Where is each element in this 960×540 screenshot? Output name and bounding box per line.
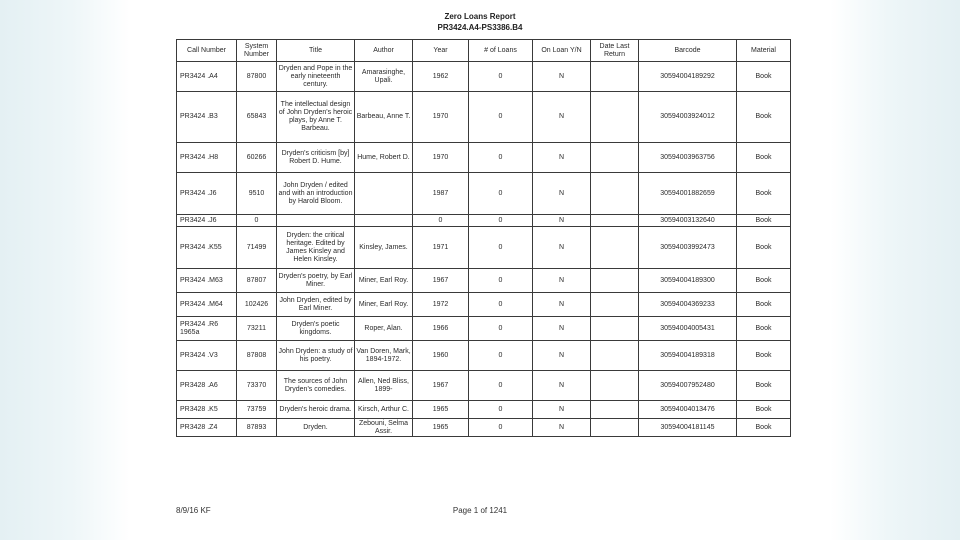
cell-on-loan: N <box>533 371 591 401</box>
cell-material: Book <box>737 227 791 269</box>
cell-date-last-return <box>591 92 639 143</box>
header-material: Material <box>737 40 791 62</box>
cell-date-last-return <box>591 173 639 215</box>
cell-system-number: 65843 <box>237 92 277 143</box>
cell-call-number: PR3424 .J6 <box>177 173 237 215</box>
cell-title: Dryden's poetry, by Earl Miner. <box>277 269 355 293</box>
cell-material: Book <box>737 92 791 143</box>
cell-loans: 0 <box>469 173 533 215</box>
cell-call-number: PR3428 .A6 <box>177 371 237 401</box>
table-row <box>177 293 791 317</box>
cell-call-number: PR3428 .K5 <box>177 401 237 419</box>
cell-title: Dryden's poetic kingdoms. <box>277 317 355 341</box>
cell-year: 0 <box>413 215 469 227</box>
cell-year: 1965 <box>413 401 469 419</box>
cell-on-loan: N <box>533 419 591 437</box>
table-row <box>177 215 791 227</box>
cell-date-last-return <box>591 293 639 317</box>
cell-on-loan: N <box>533 62 591 92</box>
cell-year: 1970 <box>413 92 469 143</box>
cell-loans: 0 <box>469 419 533 437</box>
header-barcode: Barcode <box>639 40 737 62</box>
cell-author: Barbeau, Anne T. <box>355 92 413 143</box>
table-row <box>177 173 791 215</box>
cell-title: Dryden: the critical heritage. Edited by James Kinsley and Helen Kinsley. <box>277 227 355 269</box>
cell-year: 1970 <box>413 143 469 173</box>
cell-system-number: 87893 <box>237 419 277 437</box>
cell-author: Kinsley, James. <box>355 227 413 269</box>
cell-material: Book <box>737 173 791 215</box>
cell-title: Dryden and Pope in the early nineteenth century. <box>277 62 355 92</box>
cell-title: Dryden. <box>277 419 355 437</box>
table-header-row <box>177 40 791 62</box>
cell-material: Book <box>737 401 791 419</box>
table-row <box>177 341 791 371</box>
cell-author <box>355 173 413 215</box>
cell-on-loan: N <box>533 341 591 371</box>
cell-barcode: 30594007952480 <box>639 371 737 401</box>
cell-barcode: 30594004189318 <box>639 341 737 371</box>
cell-barcode: 30594004005431 <box>639 317 737 341</box>
header-loans: # of Loans <box>469 40 533 62</box>
cell-author: Kirsch, Arthur C. <box>355 401 413 419</box>
cell-barcode: 30594004369233 <box>639 293 737 317</box>
cell-title: Dryden's heroic drama. <box>277 401 355 419</box>
cell-barcode: 30594003992473 <box>639 227 737 269</box>
cell-material: Book <box>737 143 791 173</box>
cell-author: Zebouni, Selma Assir. <box>355 419 413 437</box>
cell-year: 1971 <box>413 227 469 269</box>
cell-date-last-return <box>591 371 639 401</box>
report-subtitle: PR3424.A4-PS3386.B4 <box>437 23 523 32</box>
cell-barcode: 30594001882659 <box>639 173 737 215</box>
cell-date-last-return <box>591 143 639 173</box>
cell-on-loan: N <box>533 173 591 215</box>
cell-on-loan: N <box>533 317 591 341</box>
cell-author: Van Doren, Mark, 1894-1972. <box>355 341 413 371</box>
cell-loans: 0 <box>469 92 533 143</box>
cell-year: 1967 <box>413 269 469 293</box>
cell-material: Book <box>737 215 791 227</box>
table-row <box>177 401 791 419</box>
cell-date-last-return <box>591 341 639 371</box>
cell-year: 1987 <box>413 173 469 215</box>
cell-date-last-return <box>591 215 639 227</box>
cell-author: Hume, Robert D. <box>355 143 413 173</box>
cell-call-number: PR3424 .R6 1965a <box>177 317 237 341</box>
cell-material: Book <box>737 341 791 371</box>
table-row <box>177 269 791 293</box>
cell-call-number: PR3424 .J6 <box>177 215 237 227</box>
cell-loans: 0 <box>469 62 533 92</box>
cell-on-loan: N <box>533 227 591 269</box>
table-row <box>177 419 791 437</box>
cell-call-number: PR3428 .Z4 <box>177 419 237 437</box>
cell-material: Book <box>737 269 791 293</box>
cell-date-last-return <box>591 62 639 92</box>
cell-barcode: 30594003924012 <box>639 92 737 143</box>
cell-call-number: PR3424 .M64 <box>177 293 237 317</box>
cell-loans: 0 <box>469 293 533 317</box>
cell-system-number: 60266 <box>237 143 277 173</box>
table-row <box>177 227 791 269</box>
table-row <box>177 143 791 173</box>
cell-call-number: PR3424 .K55 <box>177 227 237 269</box>
header-on-loan: On Loan Y/N <box>533 40 591 62</box>
cell-title: John Dryden: a study of his poetry. <box>277 341 355 371</box>
cell-call-number: PR3424 .V3 <box>177 341 237 371</box>
table-row <box>177 317 791 341</box>
cell-barcode: 30594003963756 <box>639 143 737 173</box>
cell-year: 1965 <box>413 419 469 437</box>
footer-date: 8/9/16 KF <box>176 506 211 515</box>
zero-loans-table <box>176 39 791 437</box>
cell-date-last-return <box>591 227 639 269</box>
cell-loans: 0 <box>469 227 533 269</box>
cell-on-loan: N <box>533 401 591 419</box>
cell-date-last-return <box>591 269 639 293</box>
cell-material: Book <box>737 371 791 401</box>
table-row <box>177 62 791 92</box>
cell-system-number: 71499 <box>237 227 277 269</box>
cell-title: John Dryden / edited and with an introduction by Harold Bloom. <box>277 173 355 215</box>
header-title: Title <box>277 40 355 62</box>
header-year: Year <box>413 40 469 62</box>
cell-title: John Dryden, edited by Earl Miner. <box>277 293 355 317</box>
cell-barcode: 30594003132640 <box>639 215 737 227</box>
cell-call-number: PR3424 .H8 <box>177 143 237 173</box>
cell-loans: 0 <box>469 401 533 419</box>
cell-system-number: 73211 <box>237 317 277 341</box>
cell-system-number: 9510 <box>237 173 277 215</box>
cell-barcode: 30594004189300 <box>639 269 737 293</box>
cell-on-loan: N <box>533 293 591 317</box>
cell-author: Roper, Alan. <box>355 317 413 341</box>
report-title: Zero Loans Report <box>444 12 516 21</box>
cell-material: Book <box>737 419 791 437</box>
cell-on-loan: N <box>533 215 591 227</box>
cell-system-number: 102426 <box>237 293 277 317</box>
table-row <box>177 371 791 401</box>
cell-loans: 0 <box>469 269 533 293</box>
cell-system-number: 0 <box>237 215 277 227</box>
cell-call-number: PR3424 .B3 <box>177 92 237 143</box>
cell-author: Miner, Earl Roy. <box>355 293 413 317</box>
cell-material: Book <box>737 62 791 92</box>
cell-call-number: PR3424 .A4 <box>177 62 237 92</box>
cell-date-last-return <box>591 317 639 341</box>
cell-title: Dryden's criticism [by] Robert D. Hume. <box>277 143 355 173</box>
cell-loans: 0 <box>469 317 533 341</box>
cell-on-loan: N <box>533 269 591 293</box>
footer-page-number: Page 1 of 1241 <box>452 506 508 515</box>
cell-year: 1960 <box>413 341 469 371</box>
cell-system-number: 73759 <box>237 401 277 419</box>
cell-title: The intellectual design of John Dryden's heroic plays, by Anne T. Barbeau. <box>277 92 355 143</box>
header-system-number: System Number <box>237 40 277 62</box>
cell-material: Book <box>737 293 791 317</box>
cell-year: 1967 <box>413 371 469 401</box>
header-call-number: Call Number <box>177 40 237 62</box>
cell-barcode: 30594004013476 <box>639 401 737 419</box>
cell-author <box>355 215 413 227</box>
cell-on-loan: N <box>533 92 591 143</box>
cell-on-loan: N <box>533 143 591 173</box>
slide-background-right <box>830 0 960 540</box>
cell-date-last-return <box>591 419 639 437</box>
report-page <box>130 0 830 540</box>
cell-system-number: 87808 <box>237 341 277 371</box>
cell-system-number: 87800 <box>237 62 277 92</box>
cell-loans: 0 <box>469 143 533 173</box>
cell-loans: 0 <box>469 341 533 371</box>
cell-year: 1972 <box>413 293 469 317</box>
header-date-last-return: Date Last Return <box>591 40 639 62</box>
slide-background-left <box>0 0 130 540</box>
cell-date-last-return <box>591 401 639 419</box>
cell-system-number: 87807 <box>237 269 277 293</box>
cell-title <box>277 215 355 227</box>
cell-barcode: 30594004181145 <box>639 419 737 437</box>
cell-title: The sources of John Dryden's comedies. <box>277 371 355 401</box>
cell-system-number: 73370 <box>237 371 277 401</box>
cell-author: Amarasinghe, Upali. <box>355 62 413 92</box>
cell-author: Miner, Earl Roy. <box>355 269 413 293</box>
cell-loans: 0 <box>469 371 533 401</box>
cell-year: 1966 <box>413 317 469 341</box>
cell-material: Book <box>737 317 791 341</box>
cell-call-number: PR3424 .M63 <box>177 269 237 293</box>
table-row <box>177 92 791 143</box>
cell-year: 1962 <box>413 62 469 92</box>
cell-author: Allen, Ned Bliss, 1899- <box>355 371 413 401</box>
cell-loans: 0 <box>469 215 533 227</box>
cell-barcode: 30594004189292 <box>639 62 737 92</box>
header-author: Author <box>355 40 413 62</box>
